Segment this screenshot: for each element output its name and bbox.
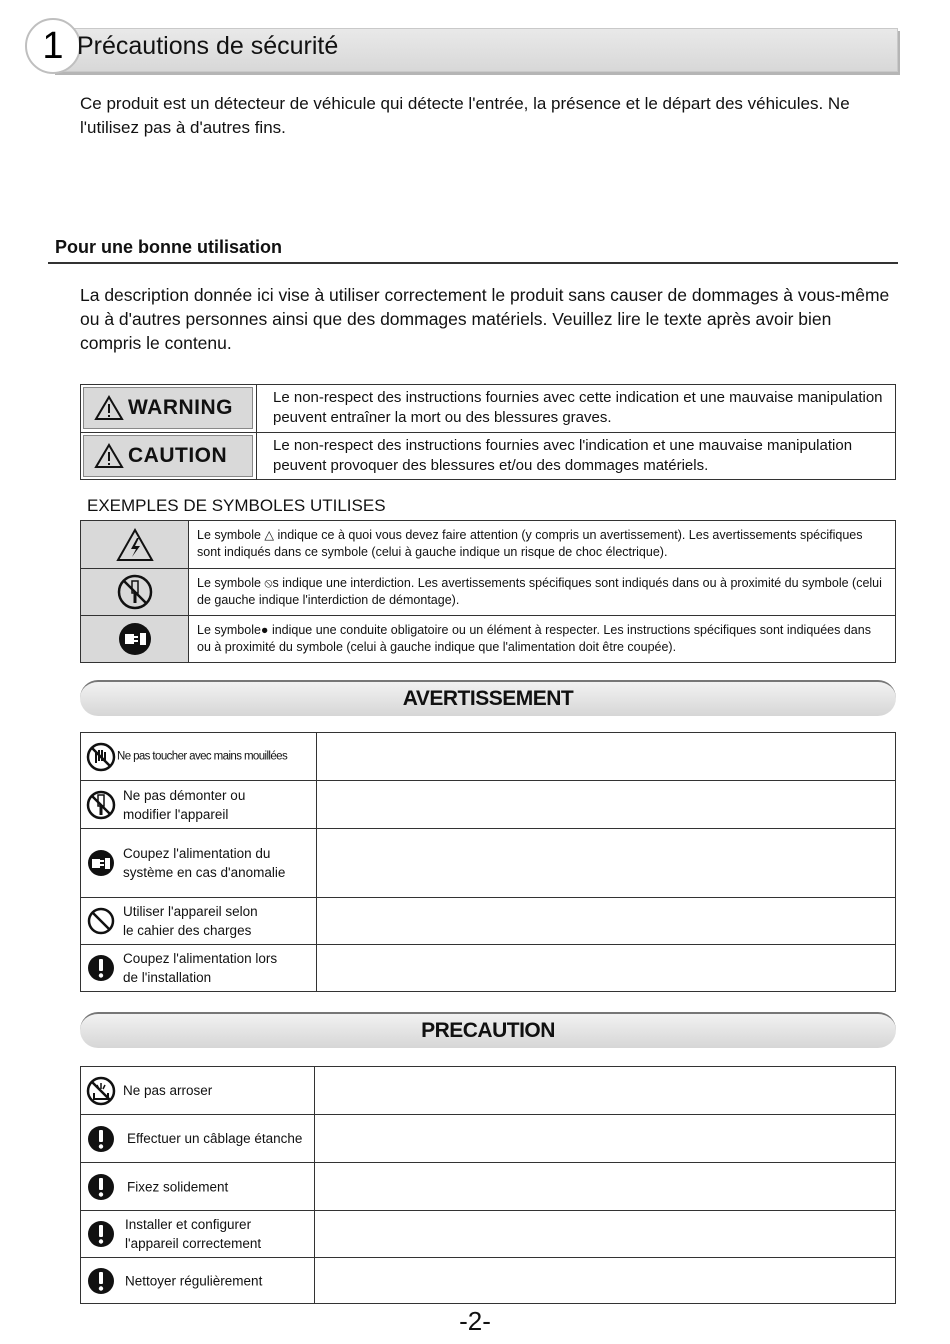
caution-section-banner: PRECAUTION — [80, 1012, 896, 1048]
warning-item-row — [81, 828, 895, 897]
caution-triangle-icon — [94, 443, 124, 469]
warning-item-label: Coupez l'alimentation du système en cas d'anomalie — [123, 846, 286, 880]
caution-item-row — [81, 1257, 895, 1303]
legend-divider — [256, 385, 257, 432]
section-title: Précautions de sécurité — [77, 32, 339, 60]
section-header — [25, 18, 900, 76]
caution-item-label: Installer et configurer l'appareil correctement — [125, 1217, 262, 1251]
caution-items-table — [80, 1066, 896, 1304]
no-wet-hands-icon — [85, 741, 117, 773]
unplug-icon — [85, 847, 117, 879]
caution-item-label-cell — [81, 1211, 315, 1257]
caution-description: Le non-respect des instructions fournies avec l'indication et une mauvaise manipulation peuvent provoquer des blessures et/ou des dommages matériels. — [273, 437, 853, 474]
warning-item-label: Coupez l'alimentation lors de l'installation — [123, 951, 278, 985]
prohibition-icon — [85, 905, 117, 937]
symbols-heading: EXEMPLES DE SYMBOLES UTILISES — [87, 496, 386, 515]
caution-item-label: Ne pas arroser — [123, 1083, 213, 1098]
symbol-description: Le symbole● indique une conduite obligatoire ou un élément à respecter. Les instructions spécifiques sont indiquées dans ou à proximité du symbole (celui à gauche indique que l'alimentation doit être coupée). — [197, 623, 871, 654]
symbol-description: Le symbole △ indique ce à quoi vous devez faire attention (y compris un avertissement). Les avertissements spécifiques sont indiqués dans ce symbole (celui à gauche indique un risque de choc électrique). — [197, 528, 863, 559]
mandatory-icon — [85, 952, 117, 984]
caution-item-label-cell — [81, 1258, 315, 1303]
symbol-icon-cell — [81, 616, 189, 662]
caution-label-text: CAUTION — [128, 444, 228, 467]
no-water-spray-icon — [85, 1075, 117, 1107]
page-number: -2- — [459, 1306, 491, 1336]
mandatory-icon — [85, 1218, 117, 1250]
warning-item-row — [81, 780, 895, 828]
warning-item-label-cell — [81, 898, 317, 944]
heading-rule — [48, 262, 898, 264]
symbol-row — [81, 568, 895, 615]
caution-item-row — [81, 1162, 895, 1210]
warning-items-table — [80, 732, 896, 992]
warning-section-banner: AVERTISSEMENT — [80, 680, 896, 716]
unplug-icon — [116, 620, 154, 658]
caution-item-label: Fixez solidement — [127, 1179, 229, 1194]
intro-text: Ce produit est un détecteur de véhicule qui détecte l'entrée, la présence et le départ des véhicules. Ne l'utilisez pas à d'autres fins. — [80, 94, 850, 137]
symbol-description: Le symbole ⦸s indique une interdiction. Les avertissements spécifiques sont indiqués dans ou à proximité du symbole (celui de gauche indique l'interdiction de démontage). — [197, 576, 882, 607]
caution-item-row — [81, 1114, 895, 1162]
caution-item-row — [81, 1210, 895, 1257]
warning-label-text: WARNING — [128, 396, 233, 419]
hazard-legend — [80, 384, 896, 480]
symbol-row — [81, 521, 895, 568]
caution-item-label: Effectuer un câblage étanche — [127, 1131, 303, 1146]
symbols-table — [80, 520, 896, 663]
warning-item-label: Ne pas démonter ou modifier l'appareil — [123, 787, 246, 822]
warning-description: Le non-respect des instructions fournies avec cette indication et une mauvaise manipulation peuvent entraîner la mort ou des blessures graves. — [273, 389, 883, 426]
warning-item-label-cell — [81, 945, 317, 991]
caution-item-label-cell — [81, 1115, 315, 1162]
legend-row-warning — [81, 385, 895, 432]
mandatory-icon — [85, 1123, 117, 1155]
symbol-icon-cell — [81, 569, 189, 615]
legend-divider — [256, 433, 257, 479]
warning-item-row — [81, 897, 895, 944]
proper-use-text: La description donnée ici vise à utiliser correctement le produit sans causer de dommages à vous-même ou à d'autres personnes ainsi que des dommages matériels. Veuillez lire le texte après avoir bien compris le contenu. — [80, 285, 890, 353]
warning-item-label-cell — [81, 829, 317, 897]
warning-item-label: Ne pas toucher avec mains mouillées — [117, 750, 288, 762]
caution-item-label: Nettoyer régulièrement — [125, 1273, 263, 1288]
symbol-icon-cell — [81, 521, 189, 568]
warning-item-row — [81, 733, 895, 780]
warning-item-label: Utiliser l'appareil selon le cahier des charges — [123, 904, 258, 938]
electric-shock-warning-icon — [115, 527, 155, 563]
caution-item-row — [81, 1067, 895, 1114]
caution-item-label-cell — [81, 1067, 315, 1114]
legend-row-caution — [81, 432, 895, 479]
mandatory-icon — [85, 1265, 117, 1297]
no-disassembly-icon — [85, 789, 117, 821]
proper-use-heading: Pour une bonne utilisation — [55, 237, 282, 257]
caution-item-label-cell — [81, 1163, 315, 1210]
warning-item-label-cell — [81, 781, 317, 828]
warning-item-row — [81, 944, 895, 991]
symbol-row — [81, 615, 895, 662]
warning-item-label-cell — [81, 733, 317, 780]
caution-label — [83, 435, 253, 477]
mandatory-icon — [85, 1171, 117, 1203]
section-number: 1 — [25, 18, 81, 74]
no-disassembly-icon — [116, 573, 154, 611]
warning-label — [83, 387, 253, 429]
warning-triangle-icon — [94, 395, 124, 421]
